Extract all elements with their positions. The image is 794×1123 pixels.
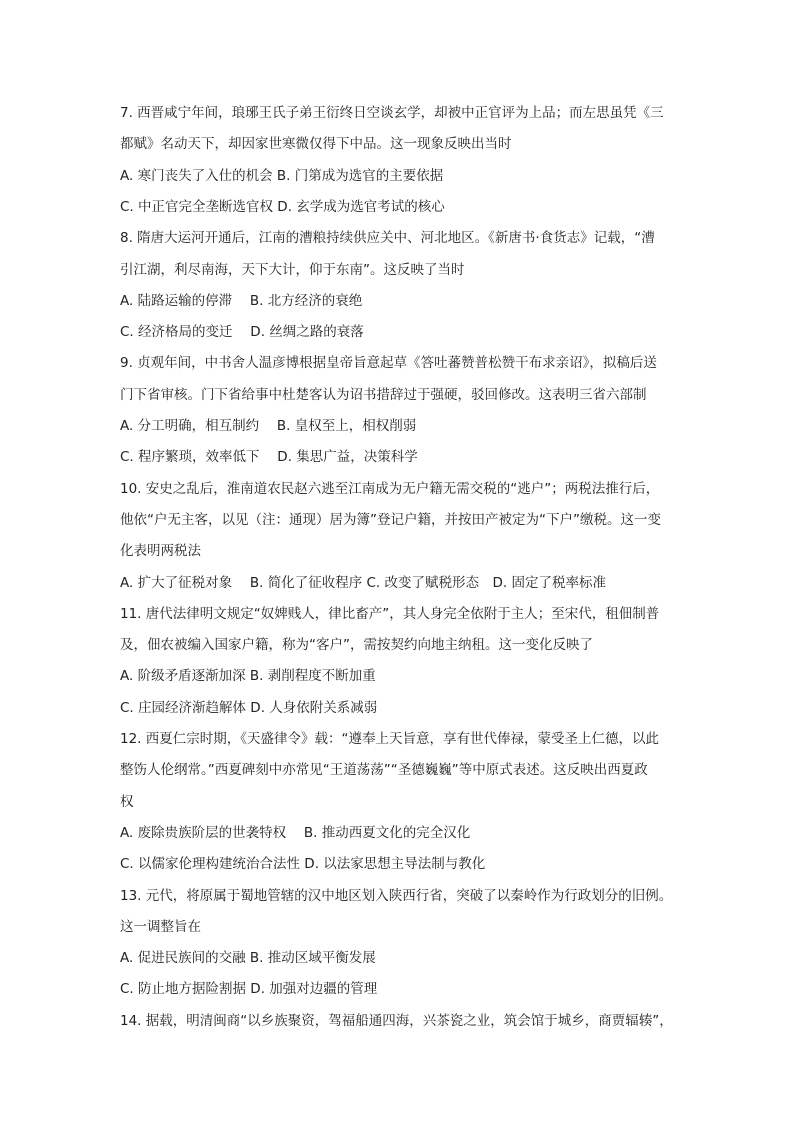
question-stem-line: 他依“户无主客，以见（注：通现）居为簿”登记户籍，并按田产被定为“下户”缴税。这一变 (120, 511, 661, 528)
question-stem-line: 10. 安史之乱后，淮南道农民赵六逃至江南成为无户籍无需交税的“逃户”；两税法推行后， (120, 480, 660, 497)
question-stem-line: 门下省审核。门下省给事中杜楚客认为诏书措辞过于强硬，驳回修改。这表明三省六部制 (120, 386, 647, 403)
question-stem-line: 这一调整旨在 (120, 918, 201, 935)
question-options-line: C. 中正官完全垄断选官权 D. 玄学成为选官考试的核心 (120, 198, 445, 215)
question-options-line: A. 寒门丧失了入仕的机会 B. 门第成为选官的主要依据 (120, 167, 444, 184)
question-options-line: A. 扩大了征税对象 B. 简化了征收程序 C. 改变了赋税形态 D. 固定了税率标准 (120, 574, 606, 591)
question-stem-line: 14. 据载，明清闽商“以乡族聚资，驾福船通四海，兴茶瓷之业，筑会馆于城乡，商贾辐辏”， (120, 1012, 673, 1029)
question-options-line: A. 陆路运输的停滞 B. 北方经济的衰绝 (120, 292, 363, 309)
question-stem-line: 11. 唐代法律明文规定“奴婢贱人，律比畜产”，其人身完全依附于主人；至宋代，租佃制普 (120, 605, 660, 622)
question-options-line: A. 废除贵族阶层的世袭特权 B. 推动西夏文化的完全汉化 (120, 824, 471, 841)
question-options-line: A. 分工明确，相互制约 B. 皇权至上，相权削弱 (120, 418, 417, 434)
question-stem-line: 引江湖，利尽南海，天下大计，仰于东南”。这反映了当时 (120, 261, 465, 278)
question-stem-line: 都赋》名动天下，却因家世寒微仅得下中品。这一现象反映出当时 (120, 136, 512, 153)
question-stem-line: 及，佃农被编入国家户籍，称为“客户”，需按契约向地主纳租。这一变化反映了 (120, 637, 593, 654)
question-stem-line: 7. 西晋咸宁年间，琅琊王氏子弟王衍终日空谈玄学，却被中正官评为上品；而左思虽凭《三 (120, 105, 664, 121)
question-options-line: C. 防止地方据险割据 D. 加强对边疆的管理 (120, 981, 378, 998)
question-stem-line: 化表明两税法 (120, 543, 201, 560)
question-stem-line: 9. 贞观年间，中书舍人温彦博根据皇帝旨意起草《答吐蕃赞普松赞干布求亲诏》，拟稿后送 (120, 355, 657, 372)
question-options-line: C. 经济格局的变迁 D. 丝绸之路的衰落 (120, 324, 364, 341)
question-stem-line: 13. 元代，将原属于蜀地管辖的汉中地区划入陕西行省，突破了以秦岭作为行政划分的旧例。 (120, 887, 673, 904)
question-options-line: A. 促进民族间的交融 B. 推动区域平衡发展 (120, 950, 376, 967)
question-stem-line: 8. 隋唐大运河开通后，江南的漕粮持续供应关中、河北地区。《新唐书·食货志》记载，“漕 (120, 230, 655, 247)
question-options-line: A. 阶级矛盾逐渐加深 B. 剥削程度不断加重 (120, 668, 376, 685)
question-stem-line: 整饬人伦纲常。”西夏碑刻中亦常见“王道荡荡”“圣德巍巍”等中原式表述。这反映出西夏政 (120, 762, 648, 779)
question-stem-line: 权 (120, 793, 134, 810)
question-stem-line: 12. 西夏仁宗时期，《天盛律令》载：“遵奉上天旨意，享有世代俸禄，蒙受圣上仁德，以此 (120, 731, 660, 747)
question-options-line: C. 程序繁琐，效率低下 D. 集思广益，决策科学 (120, 449, 418, 466)
question-options-line: C. 庄园经济渐趋解体 D. 人身依附关系减弱 (120, 699, 378, 716)
question-options-line: C. 以儒家伦理构建统治合法性 D. 以法家思想主导法制与教化 (120, 856, 486, 873)
